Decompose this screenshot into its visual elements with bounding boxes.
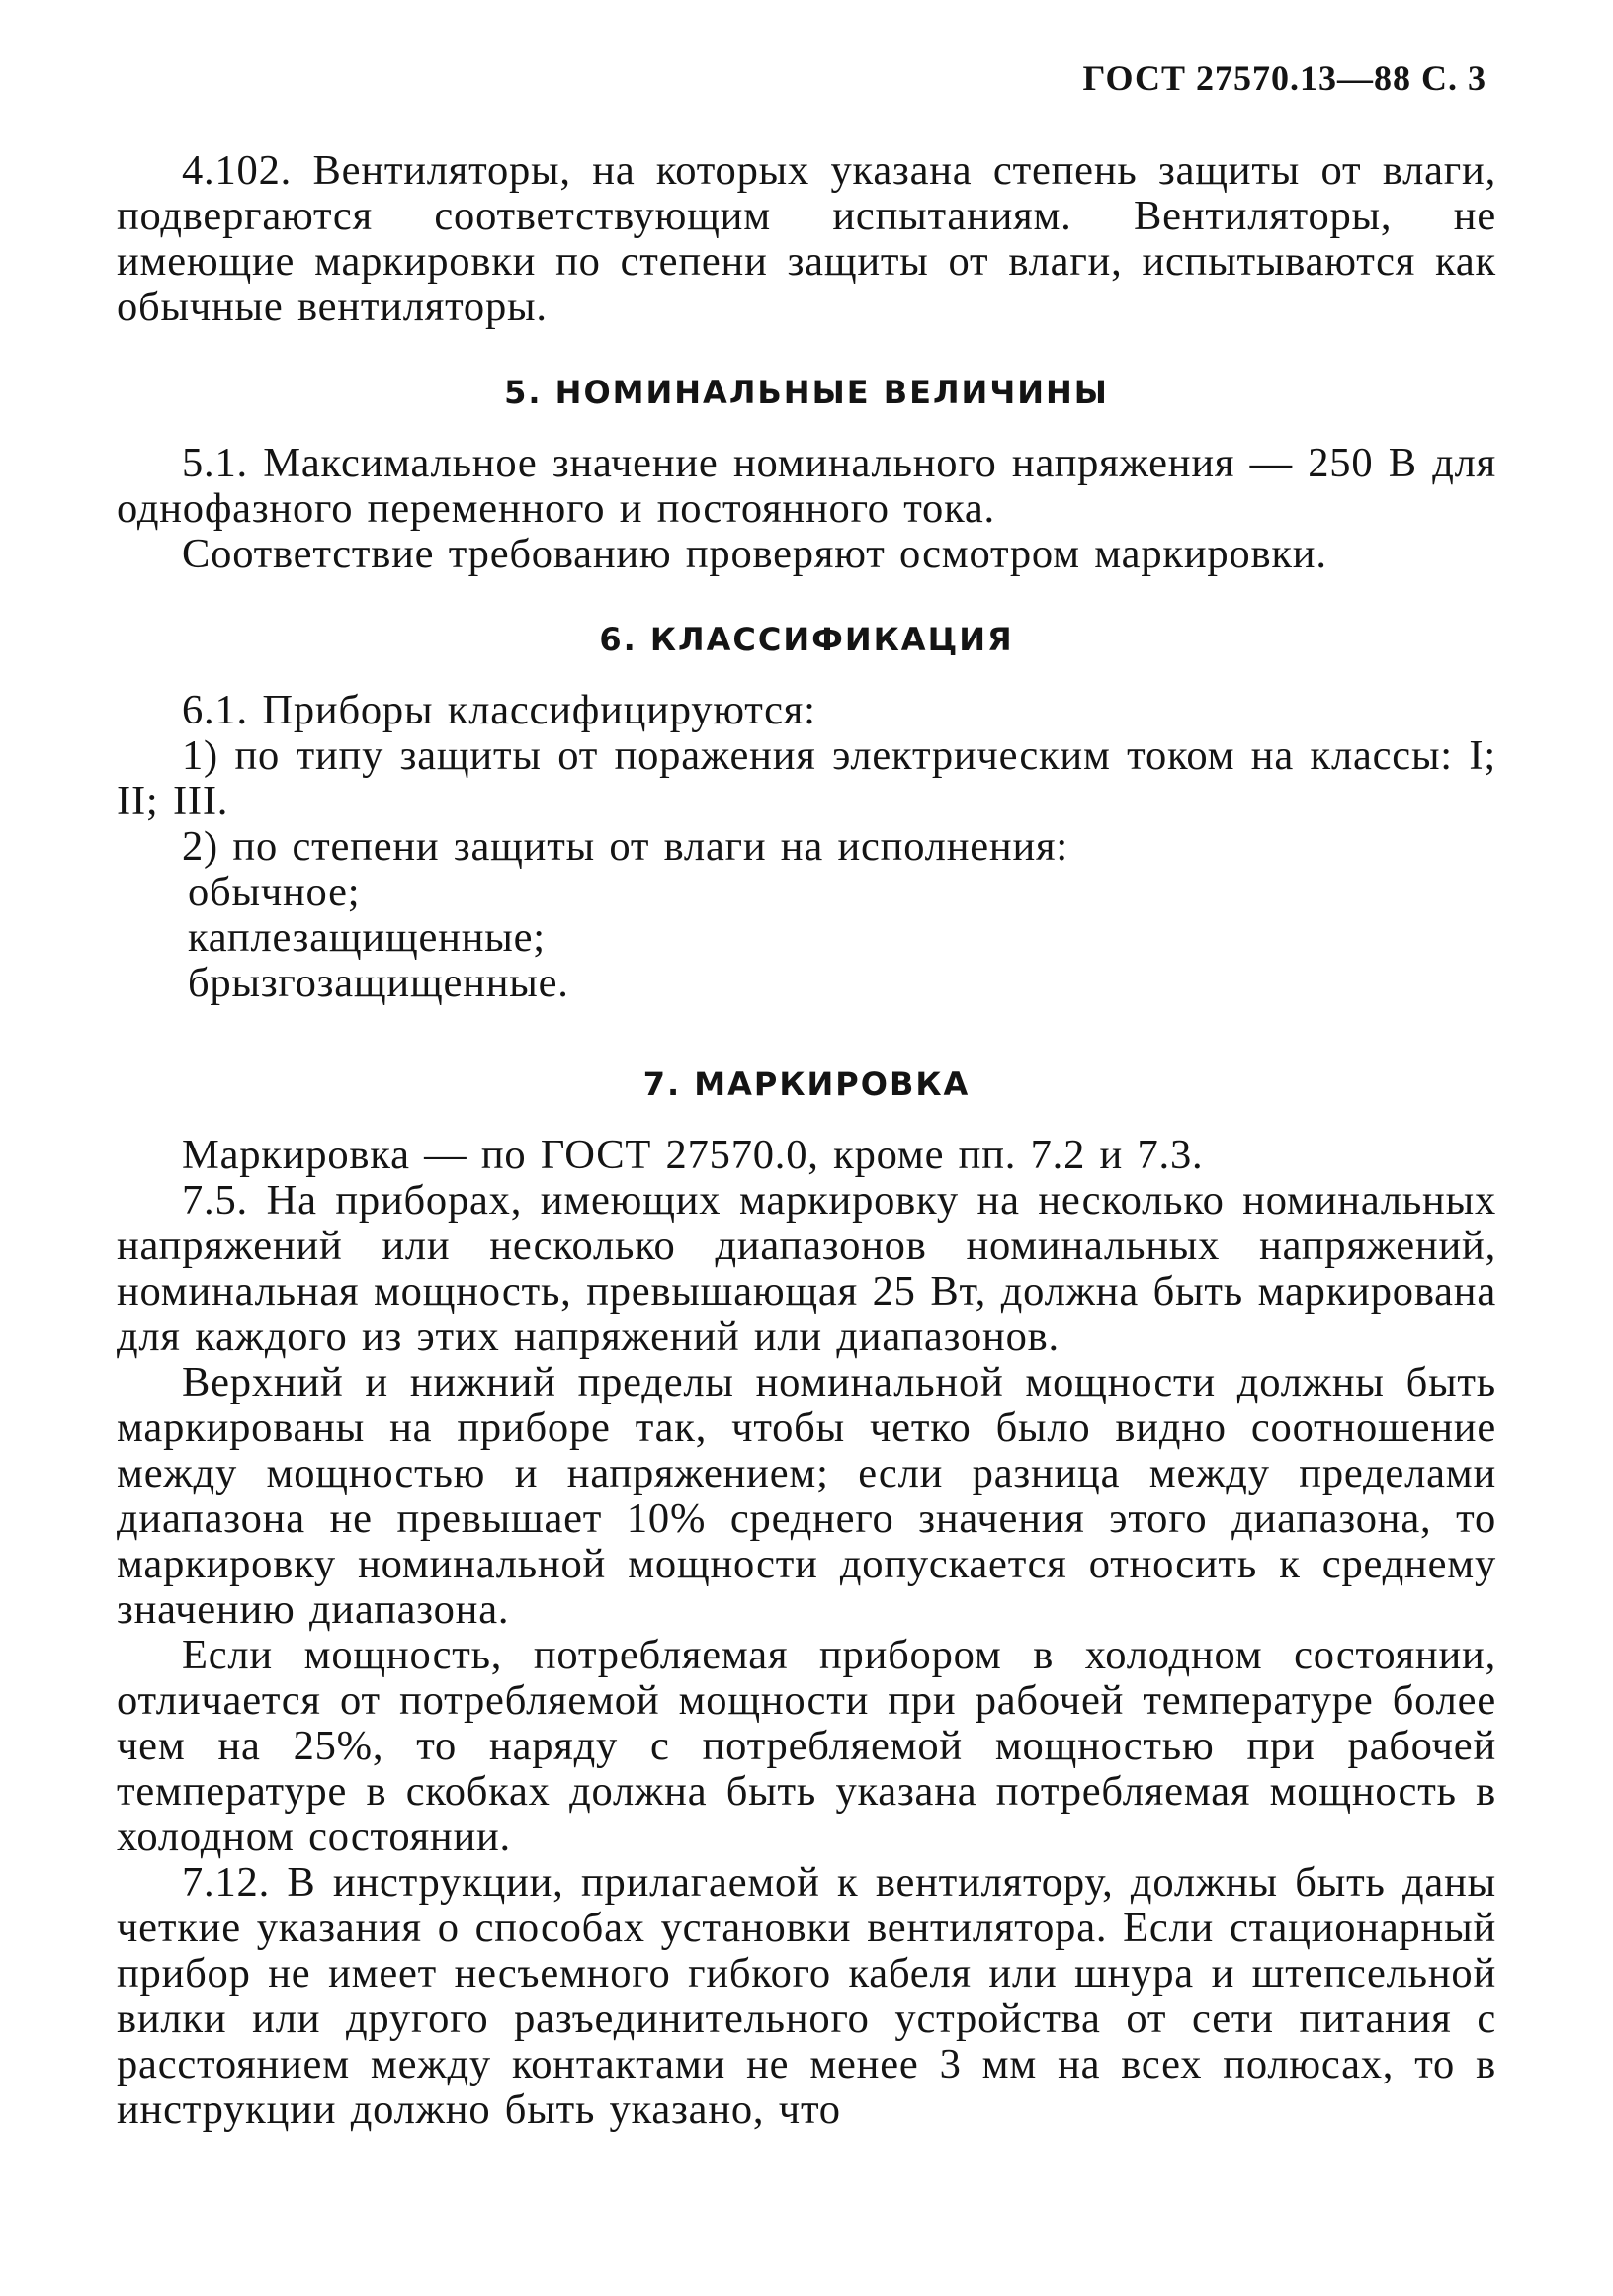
paragraph-7-5: 7.5. На приборах, имеющих маркировку на несколько номинальных напряжений или несколько диапазонов номинальных напряжений, номинальная мощность, превышающая 25 Вт, должна быть маркирована для каждого из этих напряжений или диапазонов. — [117, 1177, 1496, 1360]
paragraph-7-intro: Маркировка — по ГОСТ 27570.0, кроме пп. 7.2 и 7.3. — [182, 1132, 1204, 1178]
paragraph-4-102: 4.102. Вентиляторы, на которых указана степень защиты от влаги, подвергаются соответствующим испытаниям. Вентиляторы, не имеющие маркировки по степени защиты от влаги, испытываются как обычные вентиляторы. — [117, 147, 1496, 330]
paragraph-7-12: 7.12. В инструкции, прилагаемой к вентилятору, должны быть даны четкие указания о способах установки вентилятора. Если стационарный прибор не имеет несъемного гибкого кабеля или шнура и штепсельной вилки или другого разъединительного устройства от сети питания с расстоянием между контактами не менее 3 мм на всех полюсах, то в инструкции должно быть указано, что — [117, 1859, 1496, 2133]
paragraph-7-5-limits: Верхний и нижний пределы номинальной мощности должны быть маркированы на приборе так, чтобы четко было видно соотношение между мощностью и напряжением; если разница между пределами диапазона не превышает 10% среднего значения этого диапазона, то маркировку номинальной мощности допускается относить к среднему значению диапазона. — [117, 1359, 1496, 1633]
classification-item-2: 2) по степени защиты от влаги на исполнения: — [182, 823, 1068, 870]
variant-ordinary: обычное; — [188, 869, 361, 915]
paragraph-5-1: 5.1. Максимальное значение номинального напряжения — 250 В для однофазного переменного и постоянного тока. — [117, 440, 1496, 532]
section-5-heading: 5. НОМИНАЛЬНЫЕ ВЕЛИЧИНЫ — [504, 374, 1109, 411]
paragraph-5-1-check: Соответствие требованию проверяют осмотром маркировки. — [182, 531, 1327, 577]
section-6-heading: 6. КЛАССИФИКАЦИЯ — [599, 621, 1014, 658]
page-body — [117, 148, 1496, 2133]
variant-drip-proof: каплезащищенные; — [188, 914, 546, 961]
paragraph-7-5-cold: Если мощность, потребляемая прибором в холодном состоянии, отличается от потребляемой мощности при рабочей температуре более чем на 25%, то наряду с потребляемой мощностью при рабочей температуре в скобках должна быть указана потребляемая мощность в холодном состоянии. — [117, 1632, 1496, 1860]
variant-splash-proof: брызгозащищенные. — [188, 960, 569, 1006]
running-header: ГОСТ 27570.13—88 С. 3 — [1082, 58, 1486, 98]
classification-item-1: 1) по типу защиты от поражения электрическим током на классы: I; II; III. — [117, 732, 1496, 824]
section-7-heading: 7. МАРКИРОВКА — [642, 1065, 971, 1103]
paragraph-6-1: 6.1. Приборы классифицируются: — [182, 687, 816, 733]
